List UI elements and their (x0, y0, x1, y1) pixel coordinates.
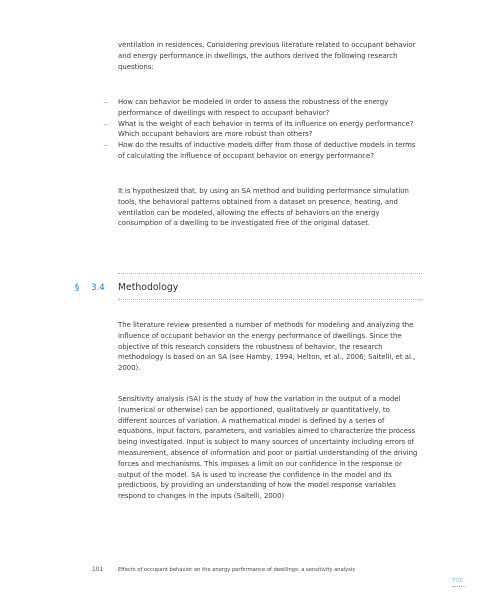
dash-marker: – (104, 98, 108, 106)
research-questions-list (104, 97, 424, 162)
dash-marker: – (104, 119, 108, 128)
intro-paragraph: ventilation in residences. Considering previous literature related to occupant behavior and energy performance in dwellings, the authors derived the following research questions: (118, 41, 416, 71)
list-item (104, 97, 424, 119)
section-bottom-divider (118, 299, 422, 300)
dash-marker: – (104, 141, 108, 150)
section-number: 3.4 (91, 283, 105, 293)
running-title: Effects of occupant behavior on the energy performance of dwellings: a sensitivity analysis (118, 567, 356, 573)
methodology-paragraph-1: The literature review presented a number of methods for modeling and analyzing the influence of occupant behavior on the energy performance of dwellings. Since the objective of this research considers the robustness of behavior, the research methodology is based on an SA (see Hamby, 1994; Helton, et al., 2006; Saltelli, et al., 2000). (118, 321, 416, 373)
section-title: Methodology (118, 282, 179, 293)
methodology-paragraph-2: Sensitivity analysis (SA) is the study of how the variation in the output of a model (numerical or otherwise) can be apportioned, qualitatively or quantitatively, to different sources of variation. A mathematical model is defined by a series of equations, input factors, parameters, and variables aimed to characterize the process being investigated. Input is subject to many sources of uncertainty including errors of measurement, absence of information and poor or partial understanding of the driving forces and mechanisms. This imposes a limit on our confidence in the response or output of the model. SA is used to increase the confidence in the model and its predictions, by providing an understanding of how the model response variables respond to changes in the inputs (Saltelli, 2000) (118, 395, 418, 501)
toc-underline (452, 586, 466, 587)
section-symbol: § (75, 283, 80, 293)
page-number: 101 (92, 567, 104, 573)
list-item (104, 119, 424, 141)
question-text: How can behavior be modeled in order to assess the robustness of the energy performance of dwellings with respect to occupant behavior? (118, 98, 389, 117)
list-item (104, 140, 424, 162)
section-top-divider (118, 273, 422, 274)
toc-link[interactable]: TOC (452, 578, 464, 584)
hypothesis-paragraph: It is hypothesized that, by using an SA method and building performance simulation tools, the behavioral patterns obtained from a dataset on presence, heating, and ventilation can be modeled, allowing the effects of behaviors on the energy consumption of a dwelling to be investigated free of the original dataset. (118, 187, 409, 228)
question-text: How do the results of inductive models differ from those of deductive models in terms of calculating the influence of occupant behavior on energy performance? (118, 141, 416, 160)
question-text: What is the weight of each behavior in terms of its influence on energy performance? Which occupant behaviors are more robust than others? (118, 119, 414, 139)
